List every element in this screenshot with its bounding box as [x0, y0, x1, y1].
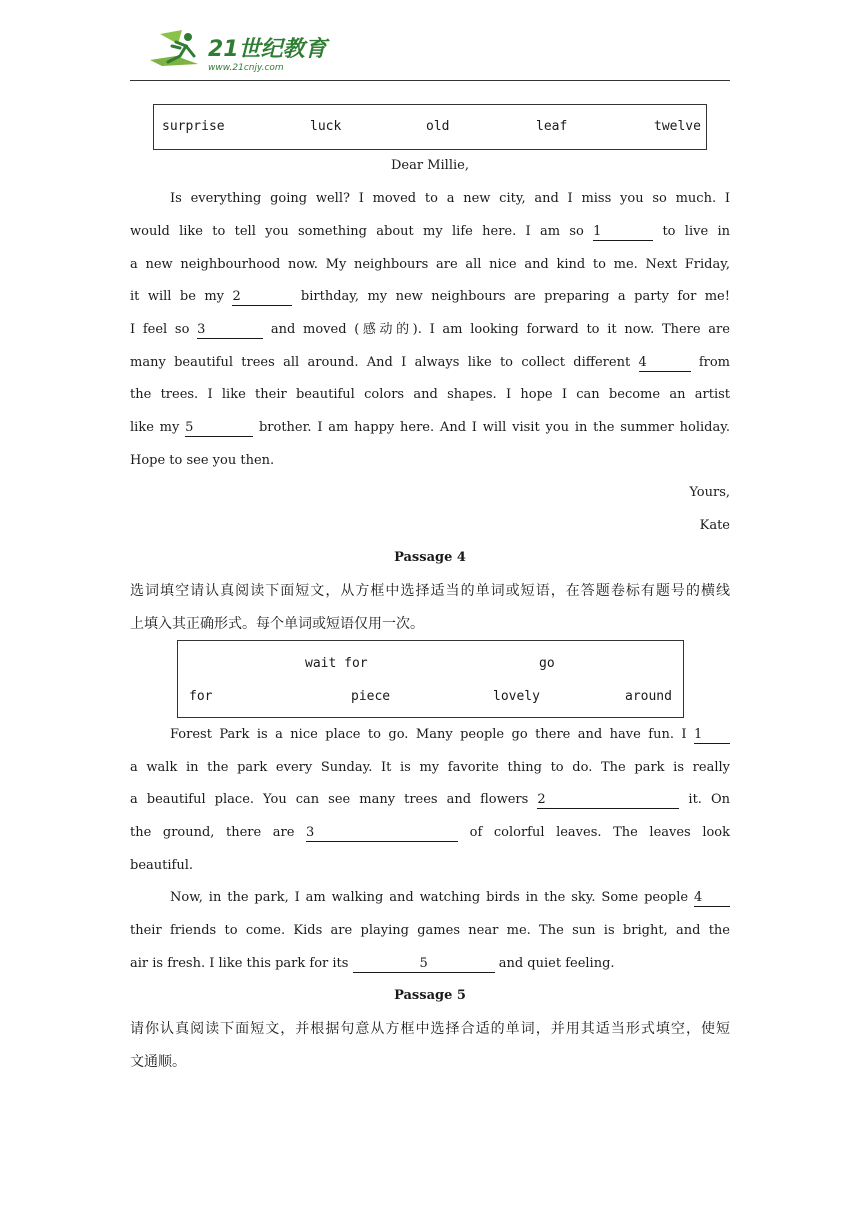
text-line: many beautiful trees all around. And I always like to collect different 4 from: [130, 355, 731, 370]
answer-blank[interactable]: 4: [694, 890, 730, 907]
text-line: a walk in the park every Sunday. It is my favorite thing to do. The park is really: [130, 760, 730, 775]
word-option: for: [189, 689, 213, 704]
word-box-passage4: [177, 640, 684, 718]
passage-title: Passage 5: [394, 988, 466, 1003]
answer-blank[interactable]: 5: [185, 420, 253, 437]
text-line: air is fresh. I like this park for its 5 and quiet feeling.: [130, 956, 615, 971]
word-option: surprise: [162, 119, 225, 134]
text-line: the ground, there are 3 of colorful leaves. The leaves look: [130, 825, 731, 840]
text-line: their friends to come. Kids are playing games near me. The sun is bright, and the: [130, 923, 730, 938]
text-line: would like to tell you something about my life here. I am so 1 to live in: [130, 224, 730, 239]
text-line: I feel so 3 and moved (感动的). I am looking forward to it now. There are: [130, 322, 730, 337]
text-line: Hope to see you then.: [130, 453, 275, 468]
answer-blank[interactable]: 2: [537, 792, 679, 809]
instruction-line: 选词填空请认真阅读下面短文，从方框中选择适当的单词或短语，在答题卷标有题号的横线: [130, 583, 730, 599]
word-option: luck: [310, 119, 342, 134]
text-line: beautiful.: [130, 858, 193, 873]
word-option: lovely: [493, 689, 540, 704]
answer-blank[interactable]: 3: [197, 322, 263, 339]
answer-blank[interactable]: 1: [694, 727, 730, 744]
word-option: go: [539, 656, 555, 671]
letter-closing: Yours,: [689, 485, 730, 500]
word-option: old: [426, 119, 450, 134]
answer-blank[interactable]: 1: [593, 224, 653, 241]
text-line: Is everything going well? I moved to a new city, and I miss you so much. I: [170, 191, 730, 206]
passage-title: Passage 4: [394, 550, 466, 565]
word-option: twelve: [654, 119, 701, 134]
answer-blank[interactable]: 3: [306, 825, 458, 842]
answer-blank[interactable]: 4: [639, 355, 691, 372]
instruction-line: 上填入其正确形式。每个单词或短语仅用一次。: [130, 616, 424, 632]
word-option: leaf: [536, 119, 568, 134]
word-box-passage3: [153, 104, 707, 150]
word-option: wait for: [305, 656, 368, 671]
word-option: around: [625, 689, 672, 704]
page-header: [130, 22, 730, 81]
text-line: like my 5 brother. I am happy here. And I will visit you in the summer holiday.: [130, 420, 730, 435]
text-line: it will be my 2 birthday, my new neighbours are preparing a party for me!: [130, 289, 730, 304]
logo-icon: [146, 26, 346, 72]
word-option: piece: [351, 689, 391, 704]
answer-blank[interactable]: 2: [232, 289, 292, 306]
instruction-line: 请你认真阅读下面短文，并根据句意从方框中选择合适的单词，并用其适当形式填空，使短: [130, 1021, 730, 1037]
text-line: a new neighbourhood now. My neighbours are all nice and kind to me. Next Friday,: [130, 257, 730, 272]
logo-main-text: 21世纪教育: [208, 37, 327, 62]
text-line: Now, in the park, I am walking and watching birds in the sky. Some people 4: [130, 888, 730, 908]
letter-signature: Kate: [699, 518, 730, 533]
text-line: a beautiful place. You can see many trees and flowers 2 it. On: [130, 792, 731, 807]
answer-blank[interactable]: 5: [353, 956, 495, 973]
instruction-line: 文通顺。: [130, 1054, 186, 1070]
letter-greeting: Dear Millie,: [391, 158, 469, 173]
text-line: Forest Park is a nice place to go. Many people go there and have fun. I 1: [130, 725, 730, 745]
logo-sub-text: www.21cnjy.com: [208, 63, 284, 72]
text-line: the trees. I like their beautiful colors and shapes. I hope I can become an artist: [130, 387, 730, 402]
